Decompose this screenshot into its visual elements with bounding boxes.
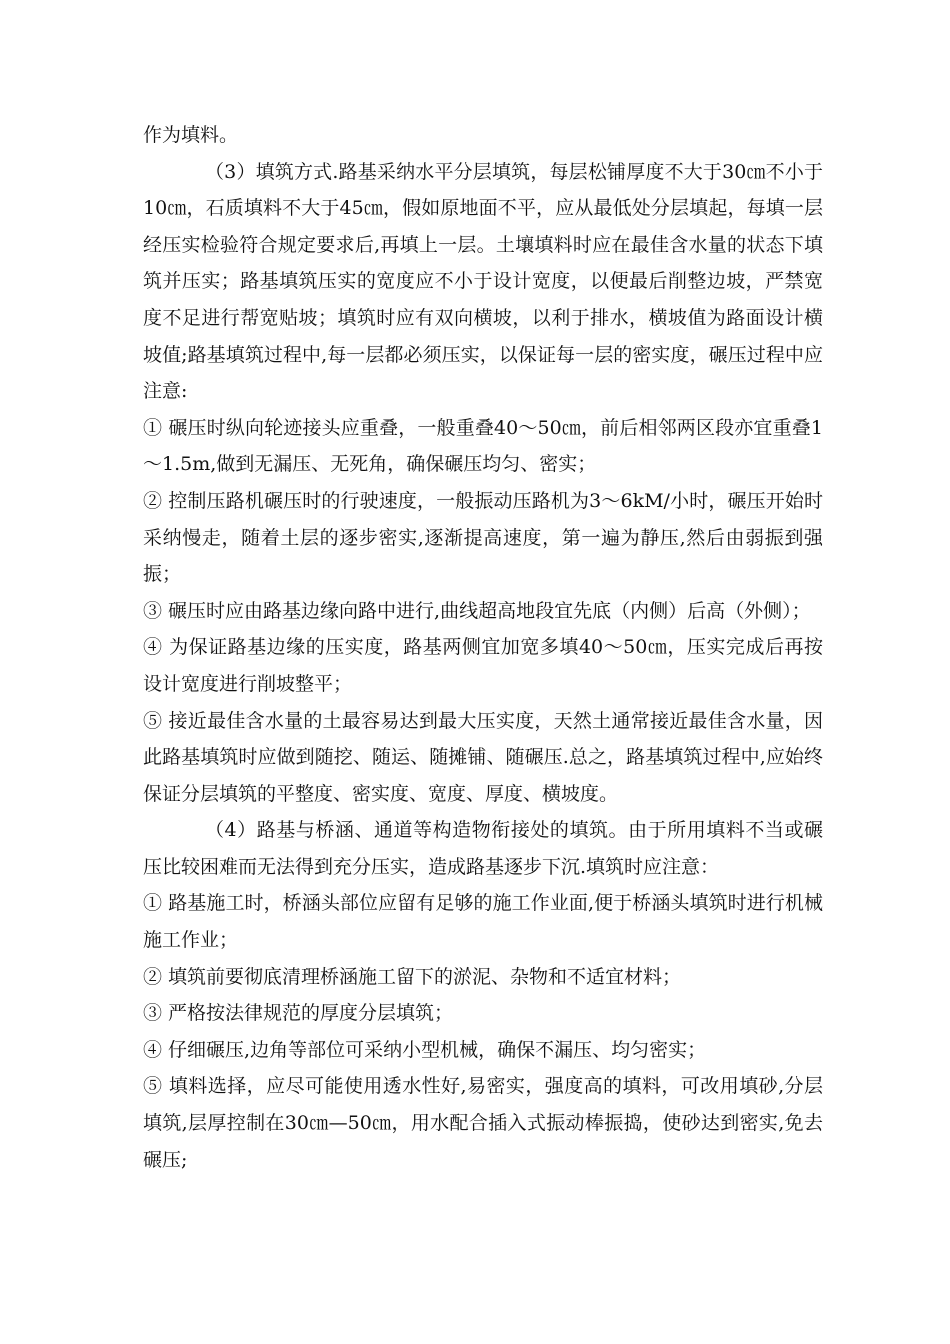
paragraph-1: 作为填料。 [143, 124, 239, 146]
paragraph-2: （3）填筑方式.路基采纳水平分层填筑，每层松铺厚度不大于30㎝不小于10㎝，石质填料不大于45㎝，假如原地面不平，应从最低处分层填起，每填一层经压实检验符合规定要求后,再填上一层。土壤填料时应在最佳含水量的状态下填筑并压实；路基填筑压实的宽度应不小于设计宽度，以便最后削整边坡，严禁宽度不足进行帮宽贴坡；填筑时应有双向横坡，以利于排水，横坡值为路面设计横坡值;路基填筑过程中,每一层都必须压实，以保证每一层的密实度，碾压过程中应注意: [143, 160, 823, 403]
list-item-10: ⑤ 填料选择，应尽可能使用透水性好,易密实，强度高的填料，可改用填砂,分层填筑,层厚控制在30㎝—50㎝，用水配合插入式振动棒振捣，使砂达到密实,免去碾压; [143, 1075, 823, 1171]
list-item-2: ② 控制压路机碾压时的行驶速度，一般振动压路机为3～6kM/小时，碾压开始时采纳慢走，随着土层的逐步密实,逐渐提高速度，第一遍为静压,然后由弱振到强振； [143, 489, 823, 586]
list-item-6: ① 路基施工时，桥涵头部位应留有足够的施工作业面,便于桥涵头填筑时进行机械施工作业； [143, 892, 823, 952]
paragraph-3: （4）路基与桥涵、通道等构造物衔接处的填筑。由于所用填料不当或碾压比较困难而无法得到充分压实，造成路基逐步下沉.填筑时应注意： [143, 819, 823, 878]
document-body [143, 117, 823, 1178]
list-item-4: ④ 为保证路基边缘的压实度，路基两侧宜加宽多填40～50㎝，压实完成后再按设计宽度进行削坡整平； [143, 636, 823, 695]
list-item-9: ④ 仔细碾压,边角等部位可采纳小型机械，确保不漏压、均匀密实； [143, 1038, 707, 1061]
list-item-1: ① 碾压时纵向轮迹接头应重叠，一般重叠40～50㎝，前后相邻两区段亦宜重叠1～1.5m,做到无漏压、无死角，确保碾压均匀、密实； [143, 416, 823, 476]
list-item-7: ② 填筑前要彻底清理桥涵施工留下的淤泥、杂物和不适宜材料； [143, 965, 682, 988]
list-item-8: ③ 严格按法律规范的厚度分层填筑； [143, 1002, 454, 1025]
list-item-5: ⑤ 接近最佳含水量的土最容易达到最大压实度，天然土通常接近最佳含水量，因此路基填筑时应做到随挖、随运、随摊铺、随碾压.总之，路基填筑过程中,应始终保证分层填筑的平整度、密实度、宽度、厚度、横坡度。 [143, 709, 823, 805]
list-item-3: ③ 碾压时应由路基边缘向路中进行,曲线超高地段宜先底（内侧）后高（外侧）； [143, 599, 811, 622]
